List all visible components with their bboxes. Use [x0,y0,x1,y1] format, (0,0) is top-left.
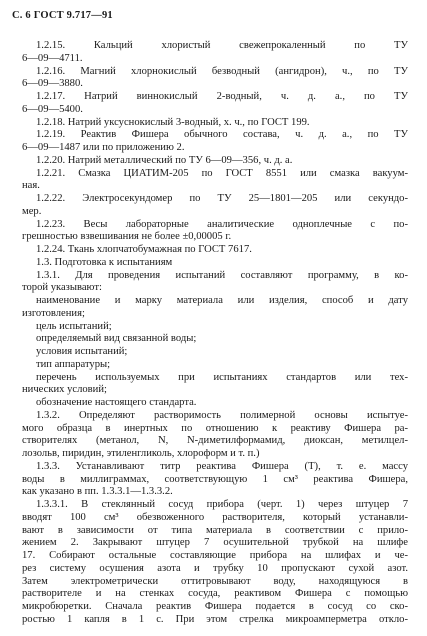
text-line: нических условий; [22,384,107,396]
text-line: 1.2.15. Кальций хлористый свежепрокаленный по ТУ [36,40,408,51]
text-line: наименование и марку материала или изделия, способ и дату [36,295,408,306]
text-line: створителях (метанол, N, N-диметилформамид, диоксан, метилцел- [22,435,408,447]
text-line: лозольв, пиридин, этиленгликоль, хлороформ и т. п.) [22,448,260,459]
text-line: 1.2.24. Ткань хлопчатобумажная по ГОСТ 7617. [36,244,252,255]
text-line: 17. Собирают остальные составляющие прибора на шлифах и че- [22,550,408,561]
text-line: 1.2.17. Натрий виннокислый 2-водный, ч. д. а., по ТУ [36,91,408,102]
text-line: 6—09—4711. [22,52,83,64]
text-line: 6—09—5400. [22,103,83,115]
text-line: 1.2.19. Реактив Фишера обычного состава, ч. д. а., по ТУ [36,129,408,141]
text-line: 1.2.16. Магний хлорнокислый безводный (ангидрон), ч., по ТУ [36,65,408,77]
text-line: тип аппаратуры; [36,358,111,370]
text-line: Затем электрометрически оттитровывают воду, находящуюся в [22,575,408,587]
text-line: растворителе и на стенках сосуда, реактивом Фишера с помощью [22,588,408,600]
text-line: 6—09—1487 или по приложению 2. [22,142,185,153]
text-line: воды в миллиграммах, соответствующую 1 см³ реактива Фишера, [22,473,408,485]
text-line: микробюретки. Сначала реактив Фишера подается в сосуд со ско- [22,601,408,612]
text-line: обозначение настоящего стандарта. [36,397,197,408]
text-line: 1.3.2. Определяют растворимость полимерной основы испытуе- [36,409,408,421]
text-line: торой указывают: [22,282,102,294]
text-line: 1.3.3. Устанавливают титр реактива Фишера (Т), т. е. массу [36,460,408,472]
text-line: 1.2.23. Весы лабораторные аналитические одноплечные с по- [36,218,408,230]
text-line: цель испытаний; [36,320,112,332]
text-line: 1.3. Подготовка к испытаниям [36,256,173,268]
text-line: как указано в пп. 1.3.3.1—1.3.3.2. [22,486,173,498]
text-line: ная. [22,180,40,192]
text-line: 6—09—3880. [22,78,83,90]
text-line: вводят 100 см³ обезвоженного растворителя, который устанавли- [22,511,408,523]
text-line: рез систему осушения азота и трубку 10 пропускают сухой азот. [22,562,408,574]
text-line: изготовления; [22,307,85,319]
document-body [22,40,408,627]
text-line: мого образца в инертных по отношению к реактиву Фишера ра- [22,422,408,434]
text-line: мер. [22,205,42,217]
text-line: ростью 1 капля в 1 с. При этом стрелка микроамперметра откло- [22,613,408,625]
text-line: 1.3.3.1. В стеклянный сосуд прибора (черт. 1) через штуцер 7 [36,499,408,510]
text-line: грешностью взвешивания не более ±0,00005 г. [22,231,232,243]
text-line: 1.2.18. Натрий уксуснокислый 3-водный, х. ч., по ГОСТ 199. [36,116,310,128]
text-line: 1.2.21. Смазка ЦИАТИМ-205 по ГОСТ 8551 или смазка вакуум- [36,167,408,179]
text-line: перечень используемых при испытаниях стандартов или тех- [36,371,408,383]
text-line: 1.2.22. Электросекундомер по ТУ 25—1801—205 или секундо- [36,193,408,204]
text-line: определяемый вид связанной воды; [36,333,197,345]
page-header: С. 6 ГОСТ 9.717—91 [12,10,113,21]
text-line: 1.3.1. Для проведения испытаний составляют программу, в ко- [36,269,408,281]
text-line: вают в зависимости от типа материала в соответствии с прило- [22,524,408,536]
text-line: 1.2.20. Натрий металлический по ТУ 6—09—356, ч. д. а. [36,154,293,166]
text-line: условия испытаний; [36,346,128,357]
text-line: жением 2. Закрывают штуцер 7 осушительной трубкой на шлифе [22,537,408,549]
